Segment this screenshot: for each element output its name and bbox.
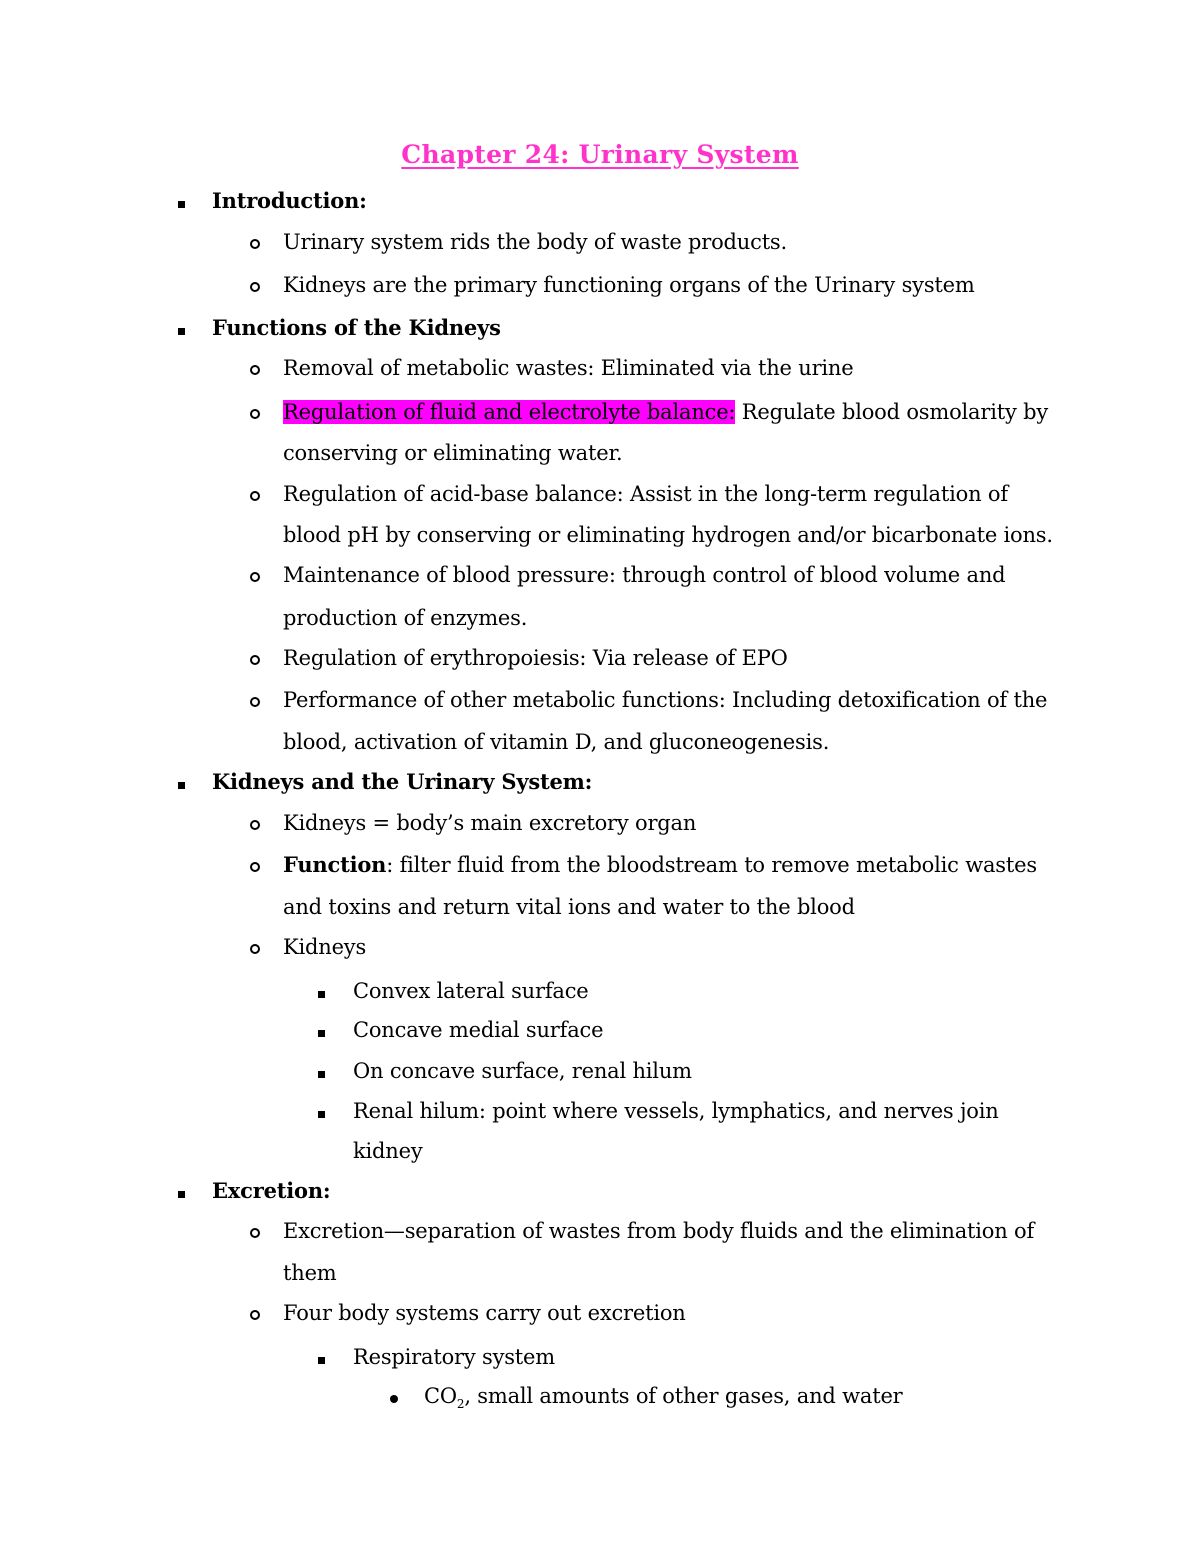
- circle-bullet-icon: [250, 1217, 260, 1245]
- square-bullet-icon: [178, 187, 185, 215]
- list-item: Excretion—separation of wastes from body fluids and the elimination of: [283, 1219, 1035, 1243]
- list-item-continuation: and toxins and return vital ions and water to the blood: [283, 895, 855, 919]
- square-bullet-icon: [318, 1343, 325, 1371]
- circle-bullet-icon: [250, 398, 260, 426]
- sub-sub-list-item: [424, 1382, 903, 1410]
- circle-bullet-icon: [250, 228, 260, 256]
- square-bullet-icon: [318, 977, 325, 1005]
- list-item-text: : filter fluid from the bloodstream to remove metabolic wastes: [386, 853, 1037, 877]
- page-title: Chapter 24: Urinary System: [401, 140, 799, 169]
- section-heading-introduction: Introduction:: [212, 188, 367, 213]
- circle-bullet-icon: [250, 809, 260, 837]
- square-bullet-icon: [318, 1057, 325, 1085]
- list-item-text: , small amounts of other gases, and water: [464, 1384, 903, 1408]
- list-item: Removal of metabolic wastes: Eliminated via the urine: [283, 356, 854, 380]
- list-item: Performance of other metabolic functions: Including detoxification of the: [283, 688, 1048, 712]
- square-bullet-icon: [178, 1177, 185, 1205]
- circle-bullet-icon: [250, 686, 260, 714]
- section-heading-excretion: Excretion:: [212, 1178, 331, 1203]
- list-item-continuation: blood, activation of vitamin D, and gluconeogenesis.: [283, 730, 830, 754]
- square-bullet-icon: [178, 314, 185, 342]
- list-item-continuation: conserving or eliminating water.: [283, 441, 623, 465]
- circle-bullet-icon: [250, 271, 260, 299]
- list-item: [283, 398, 1048, 426]
- list-item: Kidneys are the primary functioning organs of the Urinary system: [283, 273, 975, 297]
- list-item: Regulation of erythropoiesis: Via release of EPO: [283, 646, 788, 670]
- sub-list-item: Convex lateral surface: [353, 979, 589, 1003]
- list-item-text: Regulate blood osmolarity by: [735, 400, 1048, 424]
- circle-bullet-icon: [250, 933, 260, 961]
- list-item-continuation: production of enzymes.: [283, 606, 528, 630]
- circle-bullet-icon: [250, 851, 260, 879]
- list-item: Kidneys: [283, 935, 367, 959]
- bold-term: Function: [283, 852, 387, 877]
- list-item: Urinary system rids the body of waste products.: [283, 230, 787, 254]
- circle-bullet-icon: [250, 354, 260, 382]
- circle-bullet-icon: [250, 644, 260, 672]
- square-bullet-icon: [318, 1097, 325, 1125]
- formula-text: CO: [424, 1384, 457, 1408]
- sub-list-item: On concave surface, renal hilum: [353, 1059, 692, 1083]
- square-bullet-icon: [178, 768, 185, 796]
- list-item: Kidneys = body’s main excretory organ: [283, 811, 697, 835]
- square-bullet-icon: [318, 1016, 325, 1044]
- section-heading-kidneys-urinary: Kidneys and the Urinary System:: [212, 769, 593, 794]
- circle-bullet-icon: [250, 561, 260, 589]
- dot-bullet-icon: [390, 1382, 398, 1410]
- list-item: Maintenance of blood pressure: through control of blood volume and: [283, 563, 1006, 587]
- circle-bullet-icon: [250, 480, 260, 508]
- highlighted-text: Regulation of fluid and electrolyte balance:: [283, 400, 736, 424]
- list-item: Four body systems carry out excretion: [283, 1301, 686, 1325]
- sub-list-item-continuation: kidney: [353, 1139, 423, 1163]
- sub-list-item: Respiratory system: [353, 1345, 555, 1369]
- circle-bullet-icon: [250, 1299, 260, 1327]
- sub-list-item: Concave medial surface: [353, 1018, 604, 1042]
- formula-subscript: 2: [456, 1397, 465, 1412]
- list-item-continuation: blood pH by conserving or eliminating hydrogen and/or bicarbonate ions.: [283, 523, 1053, 547]
- list-item-continuation: them: [283, 1261, 337, 1285]
- list-item: Regulation of acid-base balance: Assist in the long-term regulation of: [283, 482, 1008, 506]
- list-item: [283, 851, 1037, 879]
- sub-list-item: Renal hilum: point where vessels, lymphatics, and nerves join: [353, 1099, 999, 1123]
- section-heading-functions: Functions of the Kidneys: [212, 315, 501, 340]
